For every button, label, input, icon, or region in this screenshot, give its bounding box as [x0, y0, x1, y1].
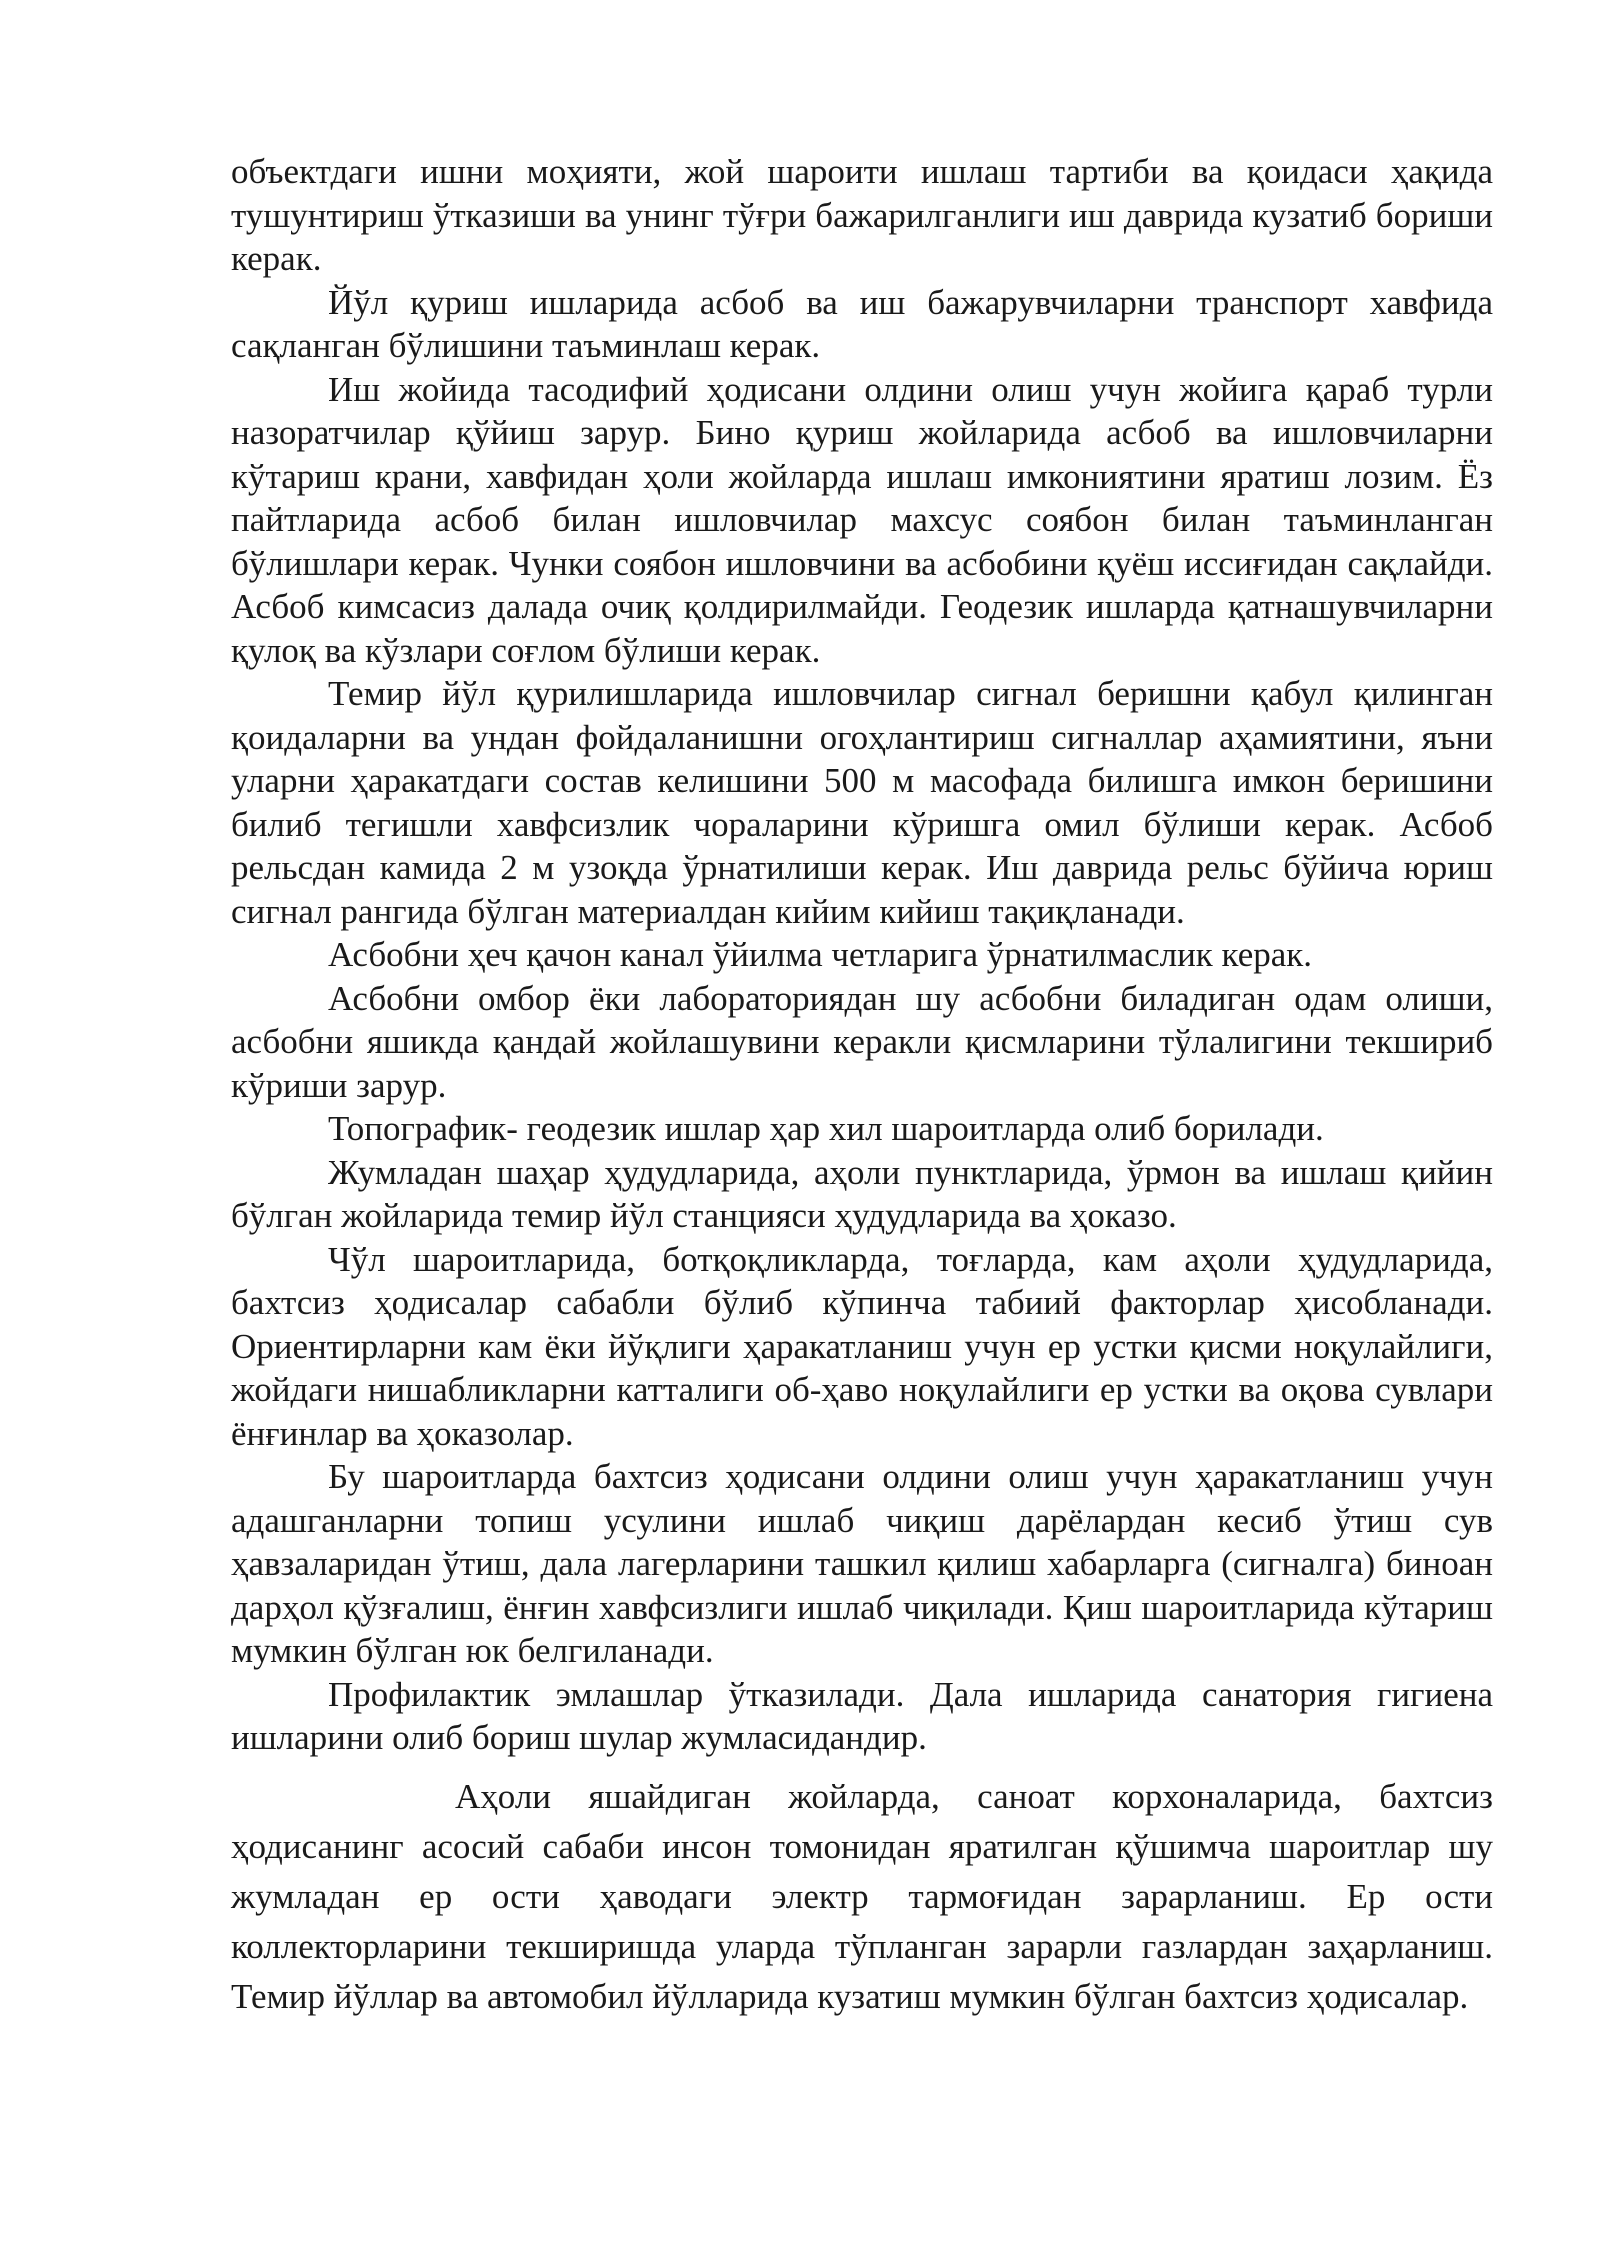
- paragraph-3: Иш жойида тасодифий ҳодисани олдини олиш учун жойига қараб турли назоратчилар қўйиш зарур. Бино қуриш жойларида асбоб ва ишловчиларни кўтариш крани, хавфидан ҳоли жойларда ишлаш имкониятини яратиш лозим. Ёз пайтларида асбоб билан ишловчилар махсус соябон билан таъминланган бўлишлари керак. Чунки соябон ишловчини ва асбобини қуёш иссиғидан сақлайди. Асбоб кимсасиз далада очиқ қолдирилмайди. Геодезик ишларда қатнашувчиларни қулоқ ва кўзлари соғлом бўлиши керак.: [231, 369, 1493, 670]
- paragraph-9: Чўл шароитларида, ботқоқликларда, тоғларда, кам аҳоли ҳудудларида, бахтсиз ҳодисалар сабабли бўлиб кўпинча табиий факторлар ҳисобланади. Ориентирларни кам ёки йўқлиги ҳаракатланиш учун ер устки қисми ноқулайлиги, жойдаги нишабликларни катталиги об-ҳаво ноқулайлиги ер устки ва оқова сувлари ёнғинлар ва ҳоказолар.: [231, 1239, 1493, 1453]
- paragraph-12: Аҳоли яшайдиган жойларда, саноат корхоналарида, бахтсиз ҳодисанинг асосий сабаби инсон томонидан яратилган қўшимча шароитлар шу жумладан ер ости ҳаводаги электр тармоғидан зарарланиш. Ер ости коллекторларини текширишда уларда тўпланган зарарли газлардан заҳарланиш. Темир йўллар ва автомобил йўлларида кузатиш мумкин бўлган бахтсиз ҳодисалар.: [231, 1776, 1493, 2016]
- paragraph-5: Асбобни ҳеч қачон канал ўйилма четларига ўрнатилмаслик керак.: [328, 935, 1313, 974]
- paragraph-8: Жумладан шаҳар ҳудудларида, аҳоли пунктларида, ўрмон ва ишлаш қийин бўлган жойларида темир йўл станцияси ҳудудларида ва ҳоказо.: [231, 1152, 1493, 1235]
- document-page: [231, 150, 1493, 2022]
- paragraph-6: Асбобни омбор ёки лабораториядан шу асбобни биладиган одам олиши, асбобни яшикда қандай жойлашувини керакли қисмларини тўлалигини текшириб кўриши зарур.: [231, 978, 1493, 1105]
- paragraph-7: Топографик- геодезик ишлар ҳар хил шароитларда олиб борилади.: [328, 1109, 1324, 1148]
- paragraph-11: Профилактик эмлашлар ўтказилади. Дала ишларида санатория гигиена ишларини олиб бориш шулар жумласидандир.: [231, 1674, 1493, 1757]
- paragraph-10: Бу шароитларда бахтсиз ҳодисани олдини олиш учун ҳаракатланиш учун адашганларни топиш усулини ишлаб чиқиш дарёлардан кесиб ўтиш сув ҳавзаларидан ўтиш, дала лагерларини ташкил қилиш хабарларга (сигналга) биноан дарҳол қўзғалиш, ёнғин хавфсизлиги ишлаб чиқилади. Қиш шароитларида кўтариш мумкин бўлган юк белгиланади.: [231, 1457, 1493, 1670]
- paragraph-4: Темир йўл қурилишларида ишловчилар сигнал беришни қабул қилинган қоидаларни ва ундан фойдаланишни огоҳлантириш сигналлар аҳамиятини, яъни уларни ҳаракатдаги состав келишини 500 м масофада билишга имкон беришини билиб тегишли хавфсизлик чораларини кўришга омил бўлиши керак. Асбоб рельсдан камида 2 м узоқда ўрнатилиши керак. Иш даврида рельс бўйича юриш сигнал рангида бўлган материалдан кийим кийиш тақиқланади.: [231, 674, 1493, 931]
- paragraph-1: объектдаги ишни моҳияти, жой шароити ишлаш тартиби ва қоидаси ҳақида тушунтириш ўтказиши ва унинг тўғри бажарилганлиги иш даврида кузатиб бориши керак.: [231, 152, 1493, 278]
- paragraph-2: Йўл қуриш ишларида асбоб ва иш бажарувчиларни транспорт хавфида сақланган бўлишини таъминлаш керак.: [231, 282, 1493, 365]
